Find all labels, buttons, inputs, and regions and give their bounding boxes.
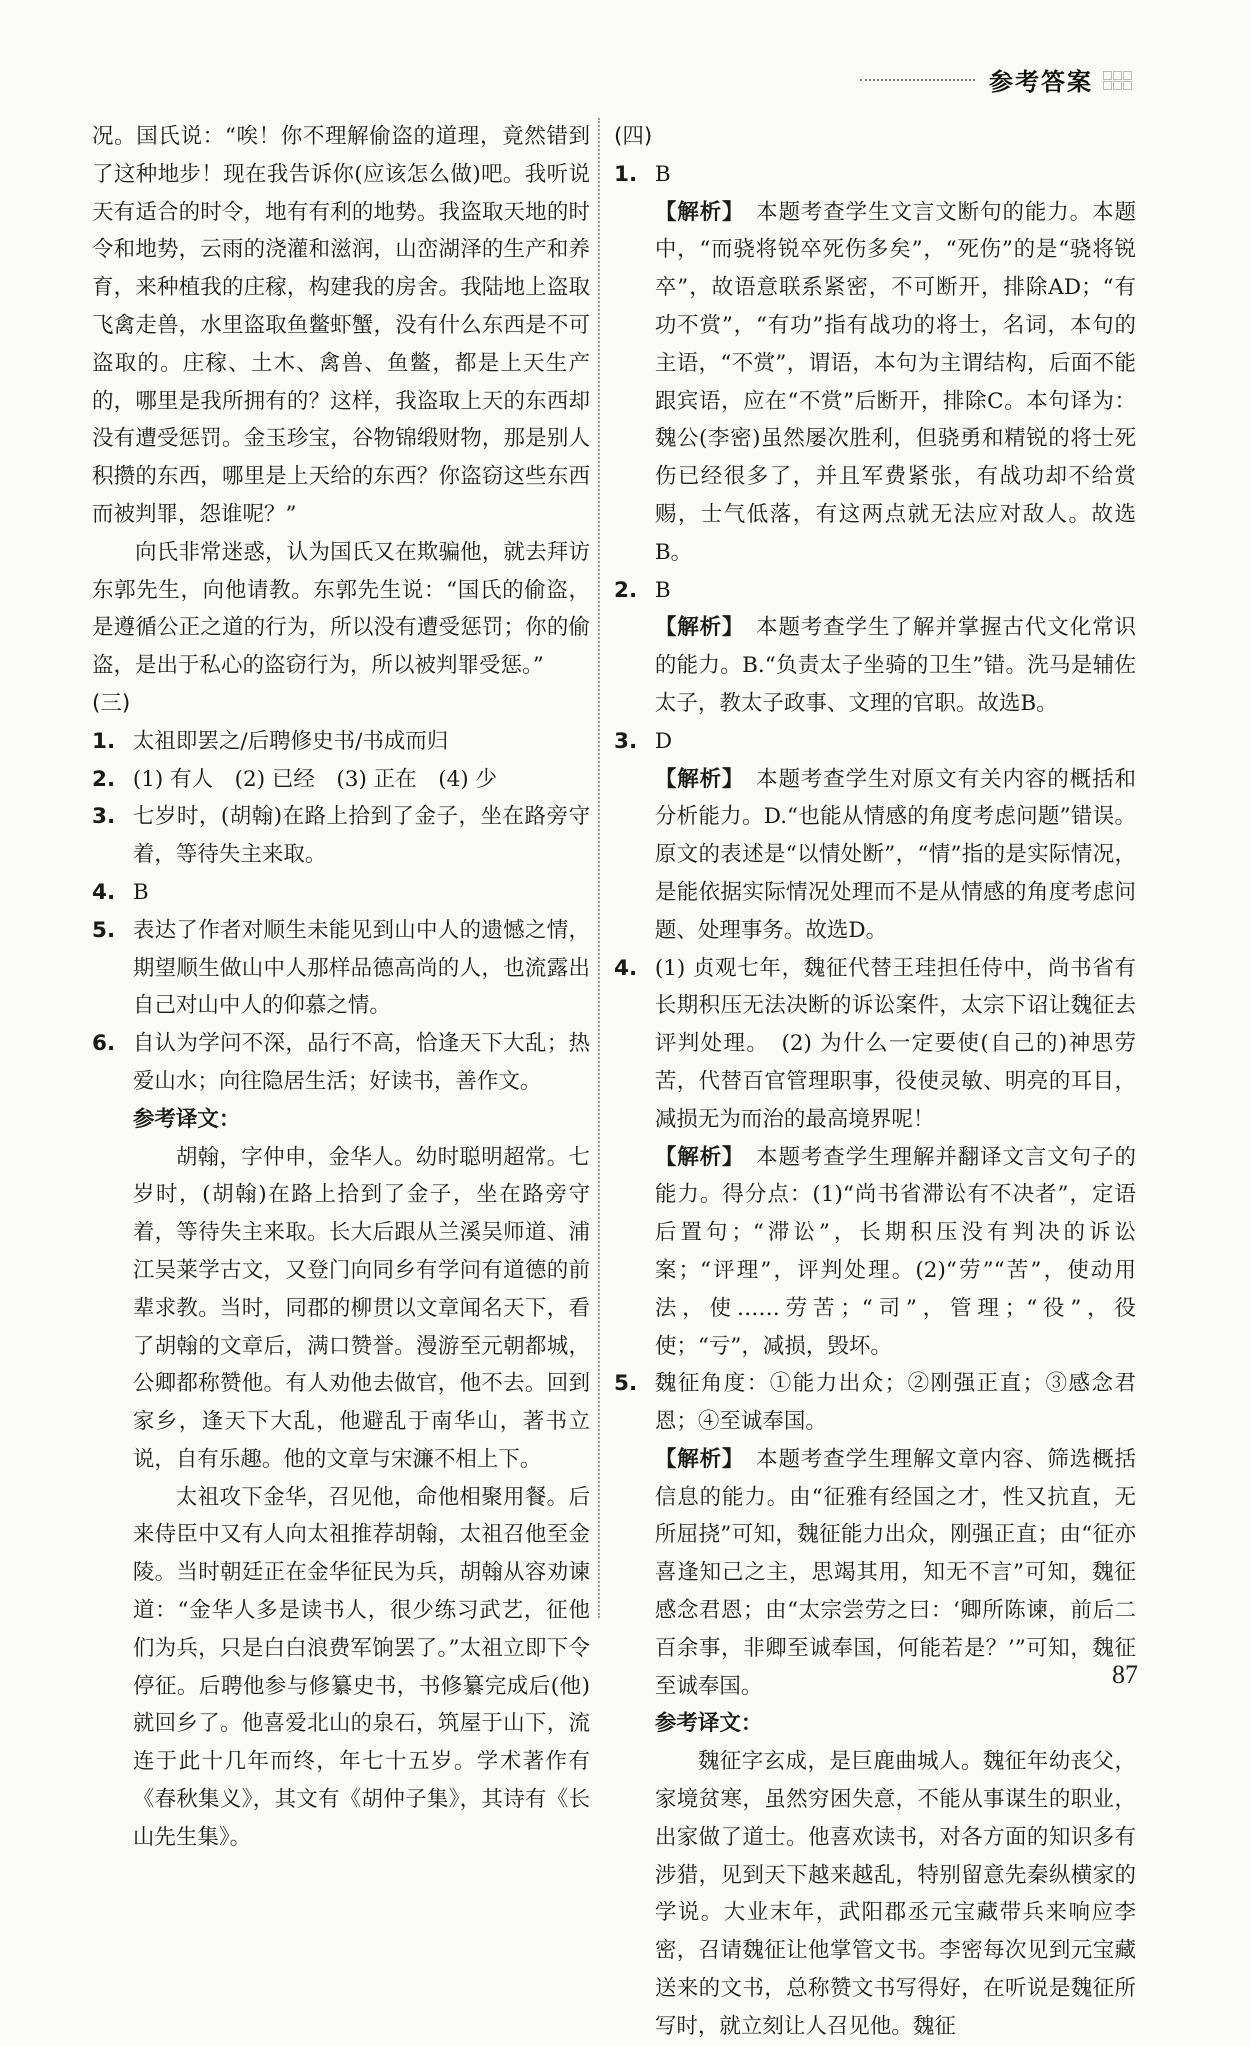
answer-item: 3. D: [614, 728, 673, 754]
answer-item: 2. (1) 有人 (2) 已经 (3) 正在 (4) 少: [92, 766, 498, 792]
answer-item: 5. 魏征角度：①能力出众；②刚强正直；③感念君恩；④至诚奉国。: [614, 1371, 1136, 1435]
analysis-block: 【解析】 本题考查学生理解并翻译文言文句子的能力。得分点：(1)“尚书省滞讼有不决者”，定语后置句；“滞讼”，长期积压没有判决的诉讼案；“评理”，评判处理。(2)“劳”“苦”，使动用法，使……劳苦；“司”，管理；“役”，役使；“亏”，减损，毁坏。: [654, 1144, 1136, 1359]
analysis-block: 【解析】 本题考查学生理解文章内容、筛选概括信息的能力。由“征雅有经国之才，性又抗直，无所屈挠”可知，魏征能力出众，刚强正直；由“征亦喜逢知己之主，思竭其用，知无不言”可知，魏征感念君恩；由“太宗尝劳之曰：‘卿所陈谏，前后二百余事，非卿至诚奉国，何能若是？’”可知，魏征至诚奉国。: [654, 1446, 1136, 1699]
page-number: 87: [1112, 1660, 1138, 1689]
answer-item: 6. 自认为学问不深，品行不高，恰逢天下大乱；热爱山水；向往隐居生活；好读书，善作文。: [92, 1031, 590, 1094]
story-paragraph-1: 况。国氏说：“唉！你不理解偷盗的道理，竟然错到了这种地步！现在我告诉你(应该怎么做)吧。我听说天有适合的时令，地有有利的地势。我盗取天地的时令和地势，云雨的浇灌和滋润，山峦湖泽的生产和养育，来种植我的庄稼，构建我的房舍。我陆地上盗取飞禽走兽，水里盗取鱼鳖虾蟹，没有什么东西是不可盗取的。庄稼、土木、禽兽、鱼鳖，都是上天生产的，哪里是我所拥有的？这样，我盗取上天的东西却没有遭受惩罚。金玉珍宝，谷物锦缎财物，那是别人积攒的东西，哪里是上天给的东西？你盗窃这些东西而被判罪，怨谁呢？”: [92, 124, 590, 527]
column-divider: [598, 118, 600, 1618]
answer-item: 1. 太祖即罢之/后聘修史书/书成而归: [92, 728, 449, 754]
header-rule: [860, 79, 975, 81]
answer-item: 1. B: [614, 161, 671, 187]
header-decoration-icon: [1103, 67, 1145, 93]
answer-item: 4. B: [92, 879, 149, 905]
section-4-heading: (四): [614, 124, 653, 149]
section-3-heading: (三): [92, 690, 131, 716]
translation-paragraph-1: 胡翰，字仲申，金华人。幼时聪明超常。七岁时，(胡翰)在路上拾到了金子，坐在路旁守着，等待失主来取。长大后跟从兰溪吴师道、浦江吴莱学古文，又登门向同乡有学问有道德的前辈求教。当时，同郡的柳贯以文章闻名天下，看了胡翰的文章后，满口赞誉。漫游至元朝都城，公卿都称赞他。有人劝他去做官，他不去。回到家乡，逢天下大乱，他避乱于南华山，著书立说，自有乐趣。他的文章与宋濂不相上下。: [132, 1144, 590, 1472]
answer-item: 4. (1) 贞观七年，魏征代替王珪担任侍中，尚书省有长期积压无法决断的诉讼案件，太宗下诏让魏征去评判处理。 (2) 为什么一定要使(自己的)神思劳苦，代替百官管理职事，役使灵敏、明亮的耳目，减损无为而治的最高境界呢！: [614, 955, 1136, 1132]
answer-item: 2. B: [614, 577, 671, 603]
right-column: [614, 118, 1136, 2046]
translation-paragraph-2: 太祖攻下金华，召见他，命他相聚用餐。后来侍臣中又有人向太祖推荐胡翰，太祖召他至金陵。当时朝廷正在金华征民为兵，胡翰从容劝谏道：“金华人多是读书人，很少练习武艺，征他们为兵，只是白白浪费军饷罢了。”太祖立即下令停征。后聘他参与修纂史书，书修纂完成后(他)就回乡了。他喜爱北山的泉石，筑屋于山下，流连于此十几年而终，年七十五岁。学术著作有《春秋集义》，其文有《胡仲子集》，其诗有《长山先生集》。: [132, 1484, 590, 1850]
header-title: 参考答案: [989, 68, 1093, 96]
translation-label: 参考译文：: [654, 1711, 763, 1737]
story-paragraph-2: 向氏非常迷惑，认为国氏又在欺骗他，就去拜访东郭先生，向他请教。东郭先生说：“国氏的偷盗，是遵循公正之道的行为，所以没有遭受惩罚；你的偷盗，是出于私心的盗窃行为，所以被判罪受惩。”: [92, 539, 590, 679]
analysis-block: 【解析】 本题考查学生对原文有关内容的概括和分析能力。D.“也能从情感的角度考虑问题”错误。原文的表述是“以情处断”，“情”指的是实际情况，是能依据实际情况处理而不是从情感的角度考虑问题、处理事务。故选D。: [654, 766, 1136, 943]
translation-label: 参考译文：: [132, 1106, 241, 1132]
page-header: [860, 62, 1145, 97]
left-column: [92, 118, 590, 1857]
translation-paragraph: 魏征字玄成，是巨鹿曲城人。魏征年幼丧父，家境贫寒，虽然穷困失意，不能从事谋生的职业，出家做了道士。他喜欢读书，对各方面的知识多有涉猎，见到天下越来越乱，特别留意先秦纵横家的学说。大业末年，武阳郡丞元宝藏带兵来响应李密，召请魏征让他掌管文书。李密每次见到元宝藏送来的文书，总称赞文书写得好，在听说是魏征所写时，就立刻让人召见他。魏征: [654, 1749, 1136, 2039]
answer-item: 3. 七岁时，(胡翰)在路上拾到了金子，坐在路旁守着，等待失主来取。: [92, 804, 590, 868]
analysis-block: 【解析】 本题考查学生了解并掌握古代文化常识的能力。B.“负责太子坐骑的卫生”错。洗马是辅佐太子，教太子政事、文理的官职。故选B。: [654, 615, 1136, 716]
analysis-block: 【解析】 本题考查学生文言文断句的能力。本题中，“而骁将锐卒死伤多矣”，“死伤”的是“骁将锐卒”，故语意联系紧密，不可断开，排除AD；“有功不赏”，“有功”指有战功的将士，名词，本句的主语，“不赏”，谓语，本句为主谓结构，后面不能跟宾语，应在“不赏”后断开，排除C。本句译为：魏公(李密)虽然屡次胜利，但骁勇和精锐的将士死伤已经很多了，并且军费紧张，有战功却不给赏赐，士气低落，有这两点就无法应对敌人。故选B。: [654, 199, 1136, 565]
answer-item: 5. 表达了作者对顺生未能见到山中人的遗憾之情，期望顺生做山中人那样品德高尚的人，也流露出自己对山中人的仰慕之情。: [92, 917, 590, 1019]
